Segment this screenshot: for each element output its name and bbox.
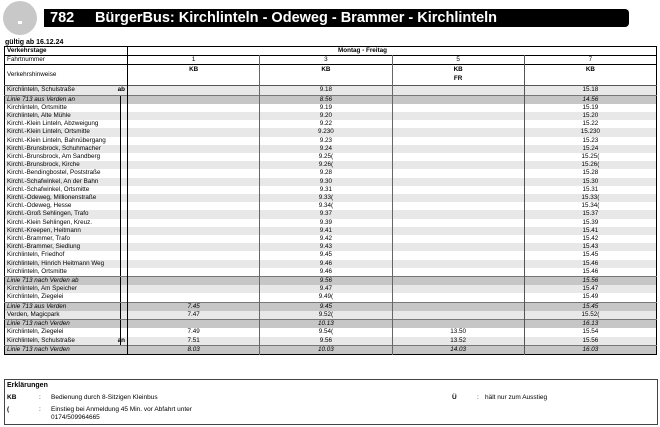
time-cell: 9.20	[260, 112, 392, 120]
time-cell	[392, 251, 524, 259]
time-cell: 9.28	[260, 169, 392, 177]
time-cell: 9.37	[260, 210, 392, 218]
trip-number: 5	[392, 56, 524, 65]
time-cell: 9.230	[260, 128, 392, 136]
route-line	[120, 194, 121, 202]
time-cell	[392, 178, 524, 186]
time-cell: 9.18	[260, 86, 392, 95]
legend-text: Bedienung durch 8-Sitzigen Kleinbus	[51, 394, 158, 401]
stop-row	[5, 120, 657, 128]
legend-text: Einstieg bei Anmeldung 45 Min. vor Abfahrt unter	[51, 406, 192, 413]
time-cell	[128, 145, 260, 153]
time-cell: 15.20	[524, 112, 656, 120]
stop-name: Kirchlinteln, Ziegelei	[5, 293, 128, 302]
time-cell: 15.49	[524, 293, 656, 302]
stop-name: Kirchl.-Brunsbrock, Kirche	[5, 161, 128, 169]
stop-name: Kirchl.-Klein Sehlingen, Kreuz.	[5, 219, 128, 227]
valid-from: gültig ab 16.12.24	[5, 39, 64, 46]
stop-name: Kirchl.-Brunsbrock, Am Sandberg	[5, 153, 128, 161]
time-cell	[392, 86, 524, 95]
route-line	[120, 186, 121, 194]
trip-number-label: Fahrtnummer	[5, 56, 128, 65]
time-cell: 7.51	[128, 337, 260, 346]
time-cell: 7.49	[128, 328, 260, 336]
route-line	[120, 303, 121, 311]
time-cell: 9.22	[260, 120, 392, 128]
route-line	[120, 251, 121, 259]
time-cell: 14.03	[392, 345, 524, 354]
time-cell	[128, 202, 260, 210]
time-cell: 9.47	[260, 285, 392, 293]
time-cell	[128, 194, 260, 202]
trip-number-row	[5, 56, 657, 65]
route-line	[120, 311, 121, 319]
time-cell	[392, 311, 524, 320]
time-cell	[128, 186, 260, 194]
time-cell: 9.45	[260, 251, 392, 259]
stop-name: Kirchl.-Klein Linteln, Abzweigung	[5, 120, 128, 128]
time-cell: 15.31	[524, 186, 656, 194]
time-cell	[128, 137, 260, 145]
time-cell: 9.43	[260, 243, 392, 251]
connection-row	[5, 345, 657, 354]
legend-heading: Erklärungen	[7, 382, 48, 389]
time-cell	[128, 251, 260, 259]
stop-name: Kirchl.-Bendingbostel, Poststraße	[5, 169, 128, 177]
time-cell	[128, 227, 260, 235]
time-cell	[392, 235, 524, 243]
legend-key: KB	[7, 394, 17, 401]
stop-name: Kirchlinteln, Alte Mühle	[5, 112, 128, 120]
time-cell	[128, 86, 260, 95]
stop-name: Kirchl.-Odeweg, Hesse	[5, 202, 128, 210]
route-line	[120, 285, 121, 293]
stop-row	[5, 86, 657, 95]
time-cell: 9.52(	[260, 311, 392, 320]
stop-row	[5, 128, 657, 136]
stop-name: Kirchl.-Schafwinkel, Ortsmitte	[5, 186, 128, 194]
time-cell: 9.46	[260, 268, 392, 277]
time-cell	[128, 243, 260, 251]
time-cell: 15.46	[524, 260, 656, 268]
legend-text: hält nur zum Ausstieg	[485, 394, 548, 401]
stop-name: Kirchlinteln, Schulstraße an	[5, 337, 128, 346]
time-cell: 10.03	[260, 345, 392, 354]
stop-row	[5, 243, 657, 251]
stop-name: Linie 713 nach Verden ab	[5, 277, 128, 286]
legend-text-phone: 0174/509964665	[51, 414, 100, 421]
time-cell: 15.33(	[524, 194, 656, 202]
stop-row	[5, 161, 657, 169]
stop-row	[5, 169, 657, 177]
stop-name: Kirchl.-Odeweg, Millionenstraße	[5, 194, 128, 202]
route-line	[120, 268, 121, 276]
time-cell: 15.56	[524, 277, 656, 286]
time-cell	[392, 227, 524, 235]
route-line	[120, 320, 121, 328]
stop-row	[5, 178, 657, 186]
route-line	[120, 337, 121, 345]
time-cell: 15.42	[524, 235, 656, 243]
time-cell: 7.45	[128, 302, 260, 311]
route-line	[120, 96, 121, 104]
notes-label: Verkehrshinweise	[5, 65, 128, 86]
time-cell: 15.22	[524, 120, 656, 128]
stop-row	[5, 137, 657, 145]
stop-row	[5, 145, 657, 153]
route-line	[120, 128, 121, 136]
route-line	[120, 328, 121, 336]
stop-name: Kirchlinteln, Ortsmitte	[5, 268, 128, 277]
time-cell: 16.13	[524, 320, 656, 329]
time-cell: 16.03	[524, 345, 656, 354]
time-cell: 9.31	[260, 186, 392, 194]
stop-name: Kirchl.-Brunsbrock, Schuhmacher	[5, 145, 128, 153]
time-cell	[392, 277, 524, 286]
time-cell	[392, 243, 524, 251]
time-cell	[128, 153, 260, 161]
stop-row	[5, 337, 657, 346]
route-line	[120, 227, 121, 235]
connection-row	[5, 302, 657, 311]
time-cell: 9.41	[260, 227, 392, 235]
stop-name: Kirchlinteln, Hinrich Heitmann Weg	[5, 260, 128, 268]
stop-row	[5, 202, 657, 210]
time-cell: 15.28	[524, 169, 656, 177]
stop-name: Kirchl.-Groß Sehlingen, Trafo	[5, 210, 128, 218]
time-cell: 15.56	[524, 337, 656, 346]
time-cell: 15.23	[524, 137, 656, 145]
time-cell: 13.52	[392, 337, 524, 346]
time-cell: 15.46	[524, 268, 656, 277]
time-cell: 15.230	[524, 128, 656, 136]
time-cell: 9.54(	[260, 328, 392, 336]
time-cell	[392, 120, 524, 128]
stop-row	[5, 328, 657, 336]
time-cell	[128, 120, 260, 128]
legend-box	[4, 379, 658, 425]
time-cell	[392, 219, 524, 227]
stop-row	[5, 260, 657, 268]
route-line	[120, 293, 121, 301]
legend-key: Ü	[452, 394, 457, 401]
time-cell	[128, 268, 260, 277]
time-cell: 9.42	[260, 235, 392, 243]
page-title: BürgerBus: Kirchlinteln - Odeweg - Brammer - Kirchlinteln	[95, 10, 498, 26]
time-cell	[392, 320, 524, 329]
time-cell	[128, 95, 260, 104]
route-line	[120, 169, 121, 177]
route-line	[120, 202, 121, 210]
time-cell: 9.56	[260, 337, 392, 346]
stop-name: Linie 713 aus Verden	[5, 302, 128, 311]
legend-key: (	[7, 406, 10, 413]
stop-row	[5, 227, 657, 235]
route-line	[120, 243, 121, 251]
route-line	[120, 210, 121, 218]
connection-row	[5, 95, 657, 104]
time-cell	[128, 161, 260, 169]
time-cell: 9.45	[260, 302, 392, 311]
stop-name: Kirchl.-Brammer, Trafo	[5, 235, 128, 243]
stop-name: Kirchl.-Klein Linteln, Bahnübergang	[5, 137, 128, 145]
time-cell	[392, 260, 524, 268]
time-cell	[128, 210, 260, 218]
trip-number: 1	[128, 56, 260, 65]
time-cell: 9.56	[260, 277, 392, 286]
time-cell: 9.34(	[260, 202, 392, 210]
time-cell	[392, 285, 524, 293]
stop-row	[5, 104, 657, 112]
time-cell: 15.52(	[524, 311, 656, 320]
stop-name: Linie 713 nach Verden	[5, 320, 128, 329]
time-cell: 15.26(	[524, 161, 656, 169]
time-cell	[392, 169, 524, 177]
time-cell: 8.03	[128, 345, 260, 354]
time-cell: 15.43	[524, 243, 656, 251]
time-cell	[392, 302, 524, 311]
timetable	[4, 46, 657, 355]
route-line	[120, 178, 121, 186]
route-line	[120, 137, 121, 145]
trip-number: 7	[524, 56, 656, 65]
trip-note: KB	[260, 65, 392, 86]
time-cell: 15.19	[524, 104, 656, 112]
legend-sep: :	[39, 394, 41, 401]
stop-name: Kirchl.-Klein Linteln, Ortsmitte	[5, 128, 128, 136]
time-cell: 9.25(	[260, 153, 392, 161]
time-cell: 9.30	[260, 178, 392, 186]
trip-note: KB	[524, 65, 656, 86]
time-cell	[128, 320, 260, 329]
stop-name: Kirchl.-Brammer, Siedlung	[5, 243, 128, 251]
line-number: 782	[50, 10, 75, 26]
trip-note: KB FR	[392, 65, 524, 86]
stop-row	[5, 210, 657, 218]
time-cell: 15.41	[524, 227, 656, 235]
time-cell	[392, 268, 524, 277]
time-cell	[128, 104, 260, 112]
time-cell: 9.46	[260, 260, 392, 268]
stop-name: Kirchl.-Kreepen, Heitmann	[5, 227, 128, 235]
stop-name: Kirchlinteln, Schulstraße ab	[5, 86, 128, 95]
stop-name: Verden, Magicpark	[5, 311, 128, 320]
stop-row	[5, 153, 657, 161]
stop-name: Kirchlinteln, Friedhof	[5, 251, 128, 259]
time-cell: 15.37	[524, 210, 656, 218]
route-line	[120, 161, 121, 169]
time-cell: 10.13	[260, 320, 392, 329]
time-cell: 14.56	[524, 95, 656, 104]
time-cell	[128, 235, 260, 243]
time-cell: 15.18	[524, 86, 656, 95]
traffic-days-row	[5, 47, 657, 56]
time-cell: 15.45	[524, 251, 656, 259]
stop-row	[5, 194, 657, 202]
stop-row	[5, 186, 657, 194]
route-line	[120, 145, 121, 153]
time-cell: 7.47	[128, 311, 260, 320]
stop-name: Kirchlinteln, Am Speicher	[5, 285, 128, 293]
time-cell	[128, 112, 260, 120]
traffic-days-value: Montag - Freitag	[128, 47, 657, 56]
route-line	[120, 219, 121, 227]
stop-name: Kirchl.-Schafwinkel, An der Bahn	[5, 178, 128, 186]
title-bar	[44, 9, 629, 27]
notes-row	[5, 65, 657, 86]
time-cell: 8.56	[260, 95, 392, 104]
time-cell	[128, 277, 260, 286]
time-cell	[392, 95, 524, 104]
stop-row	[5, 285, 657, 293]
time-cell	[128, 178, 260, 186]
trip-number: 3	[260, 56, 392, 65]
time-cell: 9.24	[260, 145, 392, 153]
time-cell	[392, 202, 524, 210]
time-cell	[128, 293, 260, 302]
time-cell: 15.47	[524, 285, 656, 293]
time-cell	[128, 128, 260, 136]
time-cell	[392, 161, 524, 169]
legend-sep: :	[477, 394, 479, 401]
time-cell	[128, 219, 260, 227]
time-cell	[392, 210, 524, 218]
route-line	[120, 120, 121, 128]
time-cell	[392, 153, 524, 161]
stop-row	[5, 251, 657, 259]
time-cell: 13.50	[392, 328, 524, 336]
time-cell: 15.34(	[524, 202, 656, 210]
time-cell	[392, 112, 524, 120]
time-cell: 15.45	[524, 302, 656, 311]
stop-row	[5, 112, 657, 120]
time-cell	[392, 186, 524, 194]
route-line	[120, 153, 121, 161]
route-line	[120, 104, 121, 112]
time-cell: 9.19	[260, 104, 392, 112]
time-cell	[128, 285, 260, 293]
time-cell	[392, 128, 524, 136]
connection-row	[5, 277, 657, 286]
connection-row	[5, 320, 657, 329]
time-cell	[392, 145, 524, 153]
route-line	[120, 260, 121, 268]
stop-row	[5, 293, 657, 302]
time-cell	[392, 137, 524, 145]
trip-note: KB	[128, 65, 260, 86]
stop-name: Linie 713 nach Verden	[5, 345, 128, 354]
traffic-days-label: Verkehrstage	[5, 47, 128, 56]
time-cell: 9.49(	[260, 293, 392, 302]
stop-row	[5, 219, 657, 227]
stop-row	[5, 268, 657, 277]
departure-arrival-mark: ab	[117, 86, 125, 94]
stop-row	[5, 235, 657, 243]
legend-sep: :	[39, 406, 41, 413]
time-cell	[392, 293, 524, 302]
operator-logo	[3, 1, 37, 35]
stop-row	[5, 311, 657, 320]
route-line	[120, 235, 121, 243]
time-cell: 15.25(	[524, 153, 656, 161]
time-cell	[128, 260, 260, 268]
route-line	[120, 277, 121, 285]
time-cell: 9.26(	[260, 161, 392, 169]
time-cell: 9.23	[260, 137, 392, 145]
time-cell	[128, 169, 260, 177]
time-cell	[392, 104, 524, 112]
time-cell: 15.39	[524, 219, 656, 227]
time-cell: 9.39	[260, 219, 392, 227]
route-line	[120, 112, 121, 120]
time-cell: 9.33(	[260, 194, 392, 202]
stop-name: Linie 713 aus Verden an	[5, 95, 128, 104]
departure-arrival-mark: an	[117, 336, 125, 344]
time-cell: 15.54	[524, 328, 656, 336]
time-cell: 15.30	[524, 178, 656, 186]
time-cell: 15.24	[524, 145, 656, 153]
time-cell	[392, 194, 524, 202]
stop-name: Kirchlinteln, Ortsmitte	[5, 104, 128, 112]
stop-name: Kirchlinteln, Ziegelei	[5, 328, 128, 336]
